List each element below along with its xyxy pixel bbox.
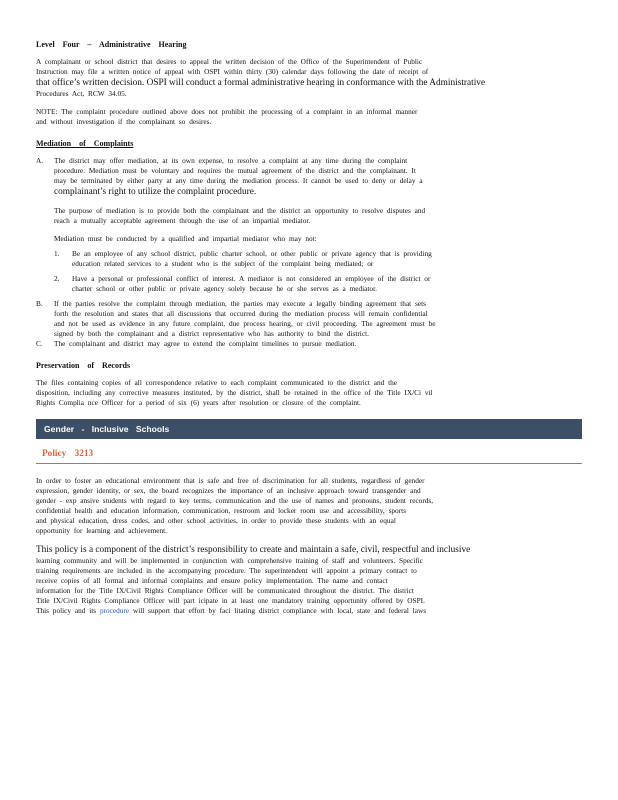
gender-p1-line: In order to foster an educational environment that is safe and free of discrimination for all students, regardless of gender [36,476,425,485]
mediation-a-line: procedure. Mediation must be voluntary and requires the mutual agreement of the district and the complainant. It [54,166,416,175]
level-four-line: that office’s written decision. OSPI will conduct a formal administrative hearing in conformance with the Administrative [36,78,486,88]
section-bar: Gender - Inclusive Schools [36,419,582,439]
mediation-a-line: may be terminated by either party at any time during the mediation process. It cannot be used to deny or delay a [54,176,423,185]
note-line: and without investigation if the complainant so desires. [36,117,212,126]
records-line: disposition, including any corrective measures instituted, by the district, shall be retained in the office of the Title IX/Ci vil [36,388,433,397]
gender-p2-line: Title IX/Civil Rights Compliance Officer will part icipate in at least one mandatory training opportunity offered by OSPI. [36,596,425,605]
mediation-subitem-2 [54,274,582,294]
purpose-line: The purpose of mediation is to provide both the complainant and the district an opportunity to resolve disputes and [54,206,426,215]
purpose-line: reach a mutually acceptable agreement through the use of an impartial mediator. [54,216,311,225]
gender-p1-line: confidential health and education information, communication, restroom and locker room use and accessibility, sports [36,506,407,515]
gender-p2-line [36,606,582,616]
records-line: The files containing copies of all correspondence relative to each complaint communicated to the district and the [36,378,398,387]
mediation-c-line: The complainant and district may agree to extend the complaint timelines to pursue mediation. [54,339,357,348]
mediation-b-line: forth the resolution and states that all discussions that occurred during the mediation process will remain confidential [54,309,428,318]
level-four-line: Procedures Act, RCW 34.05. [36,89,127,98]
gender-p2-line: learning community and will be implemented in conjunction with comprehensive training of staff and volunteers. Specific [36,556,423,565]
procedure-link[interactable]: procedure [99,606,130,615]
list-marker: 2. [54,274,60,283]
gender-p1-line: opportunity for learning and achievement. [36,526,167,535]
list-marker: A. [36,156,44,165]
records-line: Rights Complia nce Officer for a period of six (6) years after resolution or closure of the complaint. [36,398,361,407]
level-four-line: Instruction may file a written notice of appeal with OSPI within thirty (30) calendar days following the date of receipt of [36,67,429,76]
mediation-item-c [36,339,582,349]
mediation-a-line: The district may offer mediation, at its own expense, to resolve a complaint at any time during the complaint [54,156,408,165]
mediation-b-line: signed by both the complainant and a district representative who has authority to bind the district. [54,329,369,338]
mediation-a-line: complainant’s right to utilize the complaint procedure. [54,187,257,197]
gender-p2-line: receive copies of all formal and informal complaints and ensure policy implementation. The name and contact [36,576,388,585]
subitem-line: charter school or other public or private agency solely because he or she serves as a mediator. [72,284,377,293]
gender-p2-line: training requirements are included in the accompanying procedure. The superintendent will appoint a primary contact to [36,566,417,575]
mediation-item-a [36,156,582,294]
note-line: NOTE: The complaint procedure outlined above does not prohibit the processing of a complaint in an informal manner [36,107,418,116]
gender-p1-line: expression, gender identity, or sex, the board recognizes the importance of an inclusive approach toward transgender and [36,486,421,495]
records-heading: Preservation of Records [36,361,131,370]
list-marker: 1. [54,249,60,258]
mediation-subitem-1 [54,249,582,269]
level-four-line: A complainant or school district that desires to appeal the written decision of the Office of the Superintendent of Public [36,57,423,66]
mediation-b-line: and not be used as evidence in any future complaint, due process hearing, or civil proceeding. The agreement must be [54,319,436,328]
subitem-line: Be an employee of any school district, public charter school, or other public or private agency that is providing [72,249,432,258]
level-four-heading: Level Four – Administrative Hearing [36,40,187,49]
gender-p2-text: will support that effort by faci litating district compliance with local, state and federal laws [132,606,427,615]
gender-p2-line: information for the Title IX/Civil Rights Compliance Officer will be communicated throughout the district. The district [36,586,414,595]
gender-p2-text: This policy and its [36,606,97,615]
gender-p1-line: gender - exp ansive students with regard to key terms, communication and the use of names and pronouns, student records, [36,496,434,505]
mediation-item-b [36,299,582,339]
gender-p1-line: and physical education, dress codes, and other school activities, in order to provide these students with an equal [36,516,396,525]
gender-p2-line: This policy is a component of the district’s responsibility to create and maintain a safe, civil, respectful and inclusive [36,545,471,555]
list-marker: C. [36,339,43,348]
policy-label: Policy 3213 [36,449,582,464]
mediation-heading: Mediation of Complaints [36,139,134,148]
subitem-line: education related services to a student who is the subject of the complaint being mediated; or [72,259,374,268]
subitem-line: Have a personal or professional conflict of interest. A mediator is not considered an employee of the district or [72,274,431,283]
qualified-line: Mediation must be conducted by a qualified and impartial mediator who may not: [54,234,317,243]
mediation-b-line: If the parties resolve the complaint through mediation, the parties may execute a legally binding agreement that sets [54,299,426,308]
list-marker: B. [36,299,43,308]
